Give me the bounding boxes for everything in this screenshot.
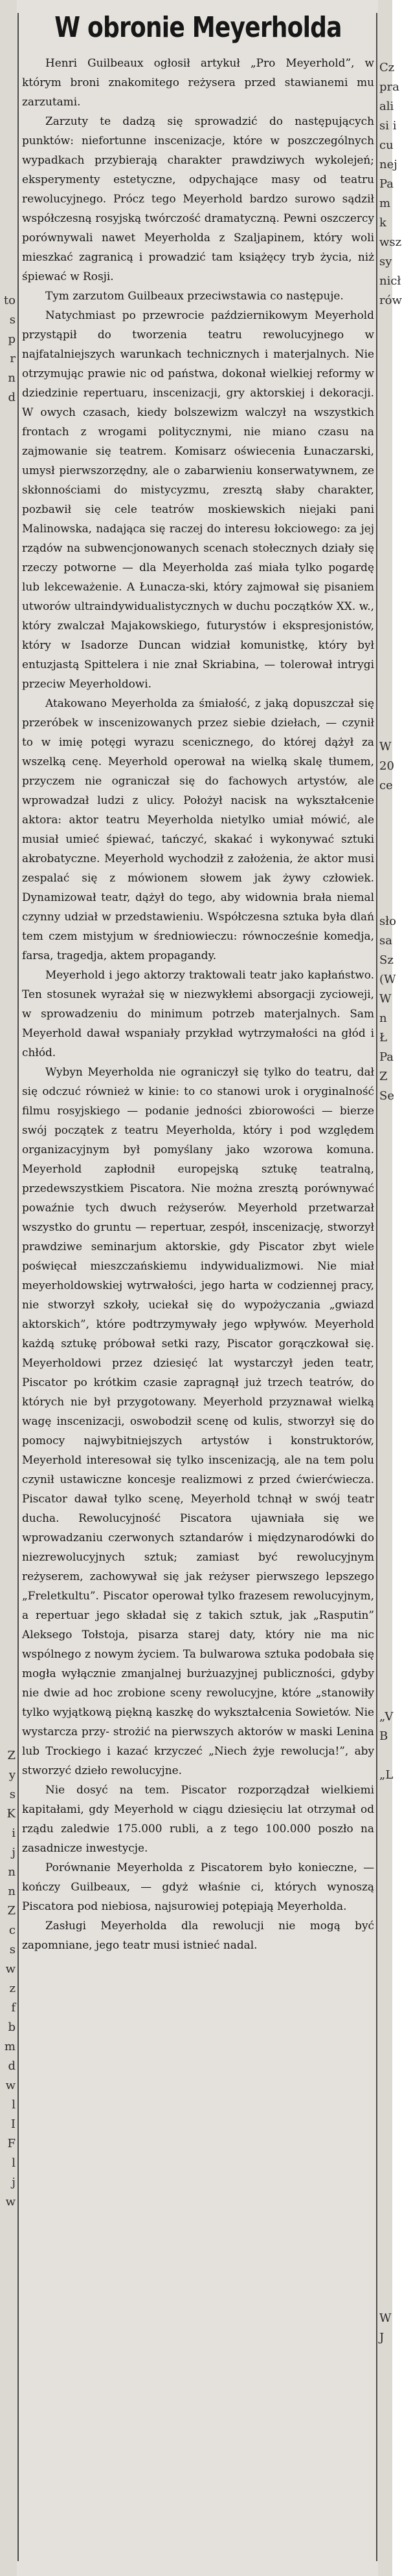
article-paragraph: Wybyn Meyerholda nie ograniczył się tylko do teatru, dał się odczuć również w kinie: to co stanowi urok i oryginalność filmu rosyjskiego — podanie jedności zbiorowości — bierze swój początek z teatru Meyerholda, który i pod względem organizacyjnym był pomyślany jako wzorowa komuna. Meyerhold zapłodnił europejską sztukę teatralną, przedewszystkiem Piscatora. Nie można zresztą porównywać powaźnie tych dwuch reżyserów. Meyerhold przetwarzał wszystko do gruntu — repertuar, zespół, inscenizację, stworzył prawdziwe seminarjum aktorskie, gdy Piscator zbyt wiele poświęcał mieszczańskiemu indywidualizmowi. Nie miał meyerholdowskiej wytrwałości, jego harta w codziennej pracy, nie stworzył szkoły, uciekał się do wypożyczania „gwiazd aktorskich”, które podtrzymywały jego wpływów. Meyerhold każdą sztukę próbował setki razy, Piscator gorączkował się. Meyerholdowi przez dziesięć lat wystarczył jeden teatr, Piscator po krótkim czasie zapragnął już trzech teatrów, do których nie był przygotowany. Meyerhold przyznawał wielką wagę inscenizacji, oswobodził scenę od kulis, stworzył się do pomocy najwybitniejszych artystów i konstruktorów, Meyerhold interesował się tylko inscenizacją, ale na tem polu czynił ustawiczne koncesje realizmowi z przed ćwierćwiecza. Piscator dawał tylko scenę, Meyerhold tchnął w swój teatr ducha. Rewolucyjność Piscatora ujawniała się we wprowadzaniu czerwonych sztandarów i międzynarodówki do niezrewolucyjnych sztuk; zamiast być rewolucyjnym reżyserem, zachowywał się jak reżyser pierwszego lepszego „Freletkultu”. Piscator operował tylko frazesem rewolucyjnym, a repertuar jego składał się z takich sztuk, jak „Rasputin” Aleksego Tołstoja, pisarza starej daty, który nie ma nic wspólnego z nowym życiem. Ta bulwarowa sztuka podobała się mogła wyłącznie zmanjalnej burżuazyjnej publiczności, gdyby nie dwie ad hoc zrobione sceny rewolucyjne, które „stanowiły tylko wyjątkową piękną kaszkę do wykształcenia Sowietów. Nie wystarcza przy- strożić na pierwszych aktorów w maski Lenina lub Trockiego i kazać krzyczeć „Niech żyje rewolucja!”, aby stworzyć dzieło rewolucyjne. (22, 1065, 374, 1777)
column-divider-right (376, 13, 377, 2561)
left-column-fragment-text: to s p r n d Z y s K i j n n Z c s w z f b m d w l I F l j w (3, 294, 16, 2209)
article-paragraph: Henri Guilbeaux ogłosił artykuł „Pro Meyerhold”, w którym broni znakomitego reżysera przed stawianemi mu zarzutami. (22, 56, 374, 108)
article-paragraph: Zasługi Meyerholda dla rewolucji nie mogą być zapomniane, jego teatr musi istnieć nadal. (22, 1919, 374, 1951)
article-paragraph: Zarzuty te dadzą się sprowadzić do następujących punktów: niefortunne inscenizacje, które w poszczególnych wypadkach przybierają charakter prawdziwych wykolejeń; eksperymenty estetyczne, odpychające masy od teatru rewolucyjnego. Prócz tego Meyerhold bardzo surowo sądził współczesną rosyjską twórczość dramatyczną. Pewni oszczercy porównywali nawet Meyerholda z Szaljapinem, który woli mieszkać zagranicą i prowadzić tam książęcy tryb życia, niż śpiewać w Rosji. (22, 114, 374, 283)
article-paragraph: Atakowano Meyerholda za śmiałość, z jaką dopuszczał się przeróbek w inscenizowanych przez siebie dziełach, — czynił to w imię potęgi wyrazu scenicznego, do której dążył za wszelką cenę. Meyerhold operował na wielką skalę tłumem, przyczem nie ograniczał się do fachowych artystów, ale wprowadzał ludzi z ulicy. Położył nacisk na wykształcenie aktora: aktor teatru Meyerholda nietylko umiał mówić, ale musiał umieć śpiewać, tańczyć, skakać i wykonywać sztuki akrobatyczne. Meyerhold wychodził z założenia, że aktor musi zespalać się z mówionem słowem jak żywy człowiek. Dynamizował teatr, dążył do tego, aby widownia brała niemal czynny udział w przedstawieniu. Współczesna sztuka była dlań tem czem mistyjum w średniowieczu: równocześnie komedja, farsa, tragedja, aktem propagandy. (22, 697, 374, 962)
article-headline: W obronie Meyerholda (54, 11, 342, 44)
article-paragraph: Natychmiast po przewrocie październikowym Meyerhold przystąpił do tworzenia teatru rewolucyjnego w najfatalniejszych warunkach technicznych i materjalnych. Nie otrzymując prawie nic od państwa, dokonał wielkiej reformy w dziedzinie repertuaru, inscenizacji, gry aktorskiej i dekoracji. W owych czasach, kiedy bolszewizm walczył na wszystkich frontach z wrogami politycznymi, nie miano czasu na zajmowanie się teatrem. Komisarz oświecenia Łunaczarski, umysł pierwszorzędny, ale o zabarwieniu konserwatywnem, ze skłonnościami do mistycyzmu, zresztą słaby charakter, pozbawił się cele teatrów moskiewskich niejaki pani Malinowska, nadająca się raczej do interesu łokciowego: za jej rządów na subwencjonowanych scenach stołecznych działy się rzeczy potworne — dla Meyerholda zaś miała tylko pogardę lub lekceważenie. A Łunacza-ski, który zajmował się pisaniem utworów ultraindywidualistycznych w duchu początków XX. w., który zwalczał Majakowskiego, futurystów i ekspresjonistów, który w Isadorze Duncan widział komunistkę, który był entuzjastą Spittelera i nie znał Skriabina, — tolerował intrygi przeciw Meyerholdowi. (22, 308, 374, 690)
article-body (22, 53, 374, 1954)
article-paragraph: Porównanie Meyerholda z Piscatorem było konieczne, — kończy Guilbeaux, — gdyż właśnie ci, których wynoszą Piscatora pod niebiosa, najsurowiej potępiają Meyerholda. (22, 1861, 374, 1912)
article-paragraph: Meyerhold i jego aktorzy traktowali teatr jako kapłaństwo. Ten stosunek wyrażał się w niezwykłemi absorgacji zycioweji, w sprowadzeniu do minimum potrzeb materjalnych. Sam Meyerhold dawał wspaniały przykład wytrzymałości na głód i chłód. (22, 968, 374, 1059)
right-column-fragment (378, 0, 402, 2576)
article-paragraph: Tym zarzutom Guilbeaux przeciwstawia co następuje. (45, 289, 344, 302)
article-paragraph: Nie dosyć na tem. Piscator rozporządzał wielkiemi kapitałami, gdy Meyerhold w ciągu dziesięciu lat otrzymał od rządu zaledwie 175.000 rubli, a z tego 100.000 poszło na zasadnicze inwestycje. (22, 1783, 374, 1854)
left-column-fragment (0, 0, 17, 2576)
article (22, 9, 374, 2570)
column-divider-left (17, 13, 19, 2561)
right-column-fragment-text: Cz pra ali si i cu nej Pa m k wsz sy nicł rów W 20 ce sło sa Sz (W W n Ł Pa Z Se „V B „L W J (379, 61, 402, 2344)
